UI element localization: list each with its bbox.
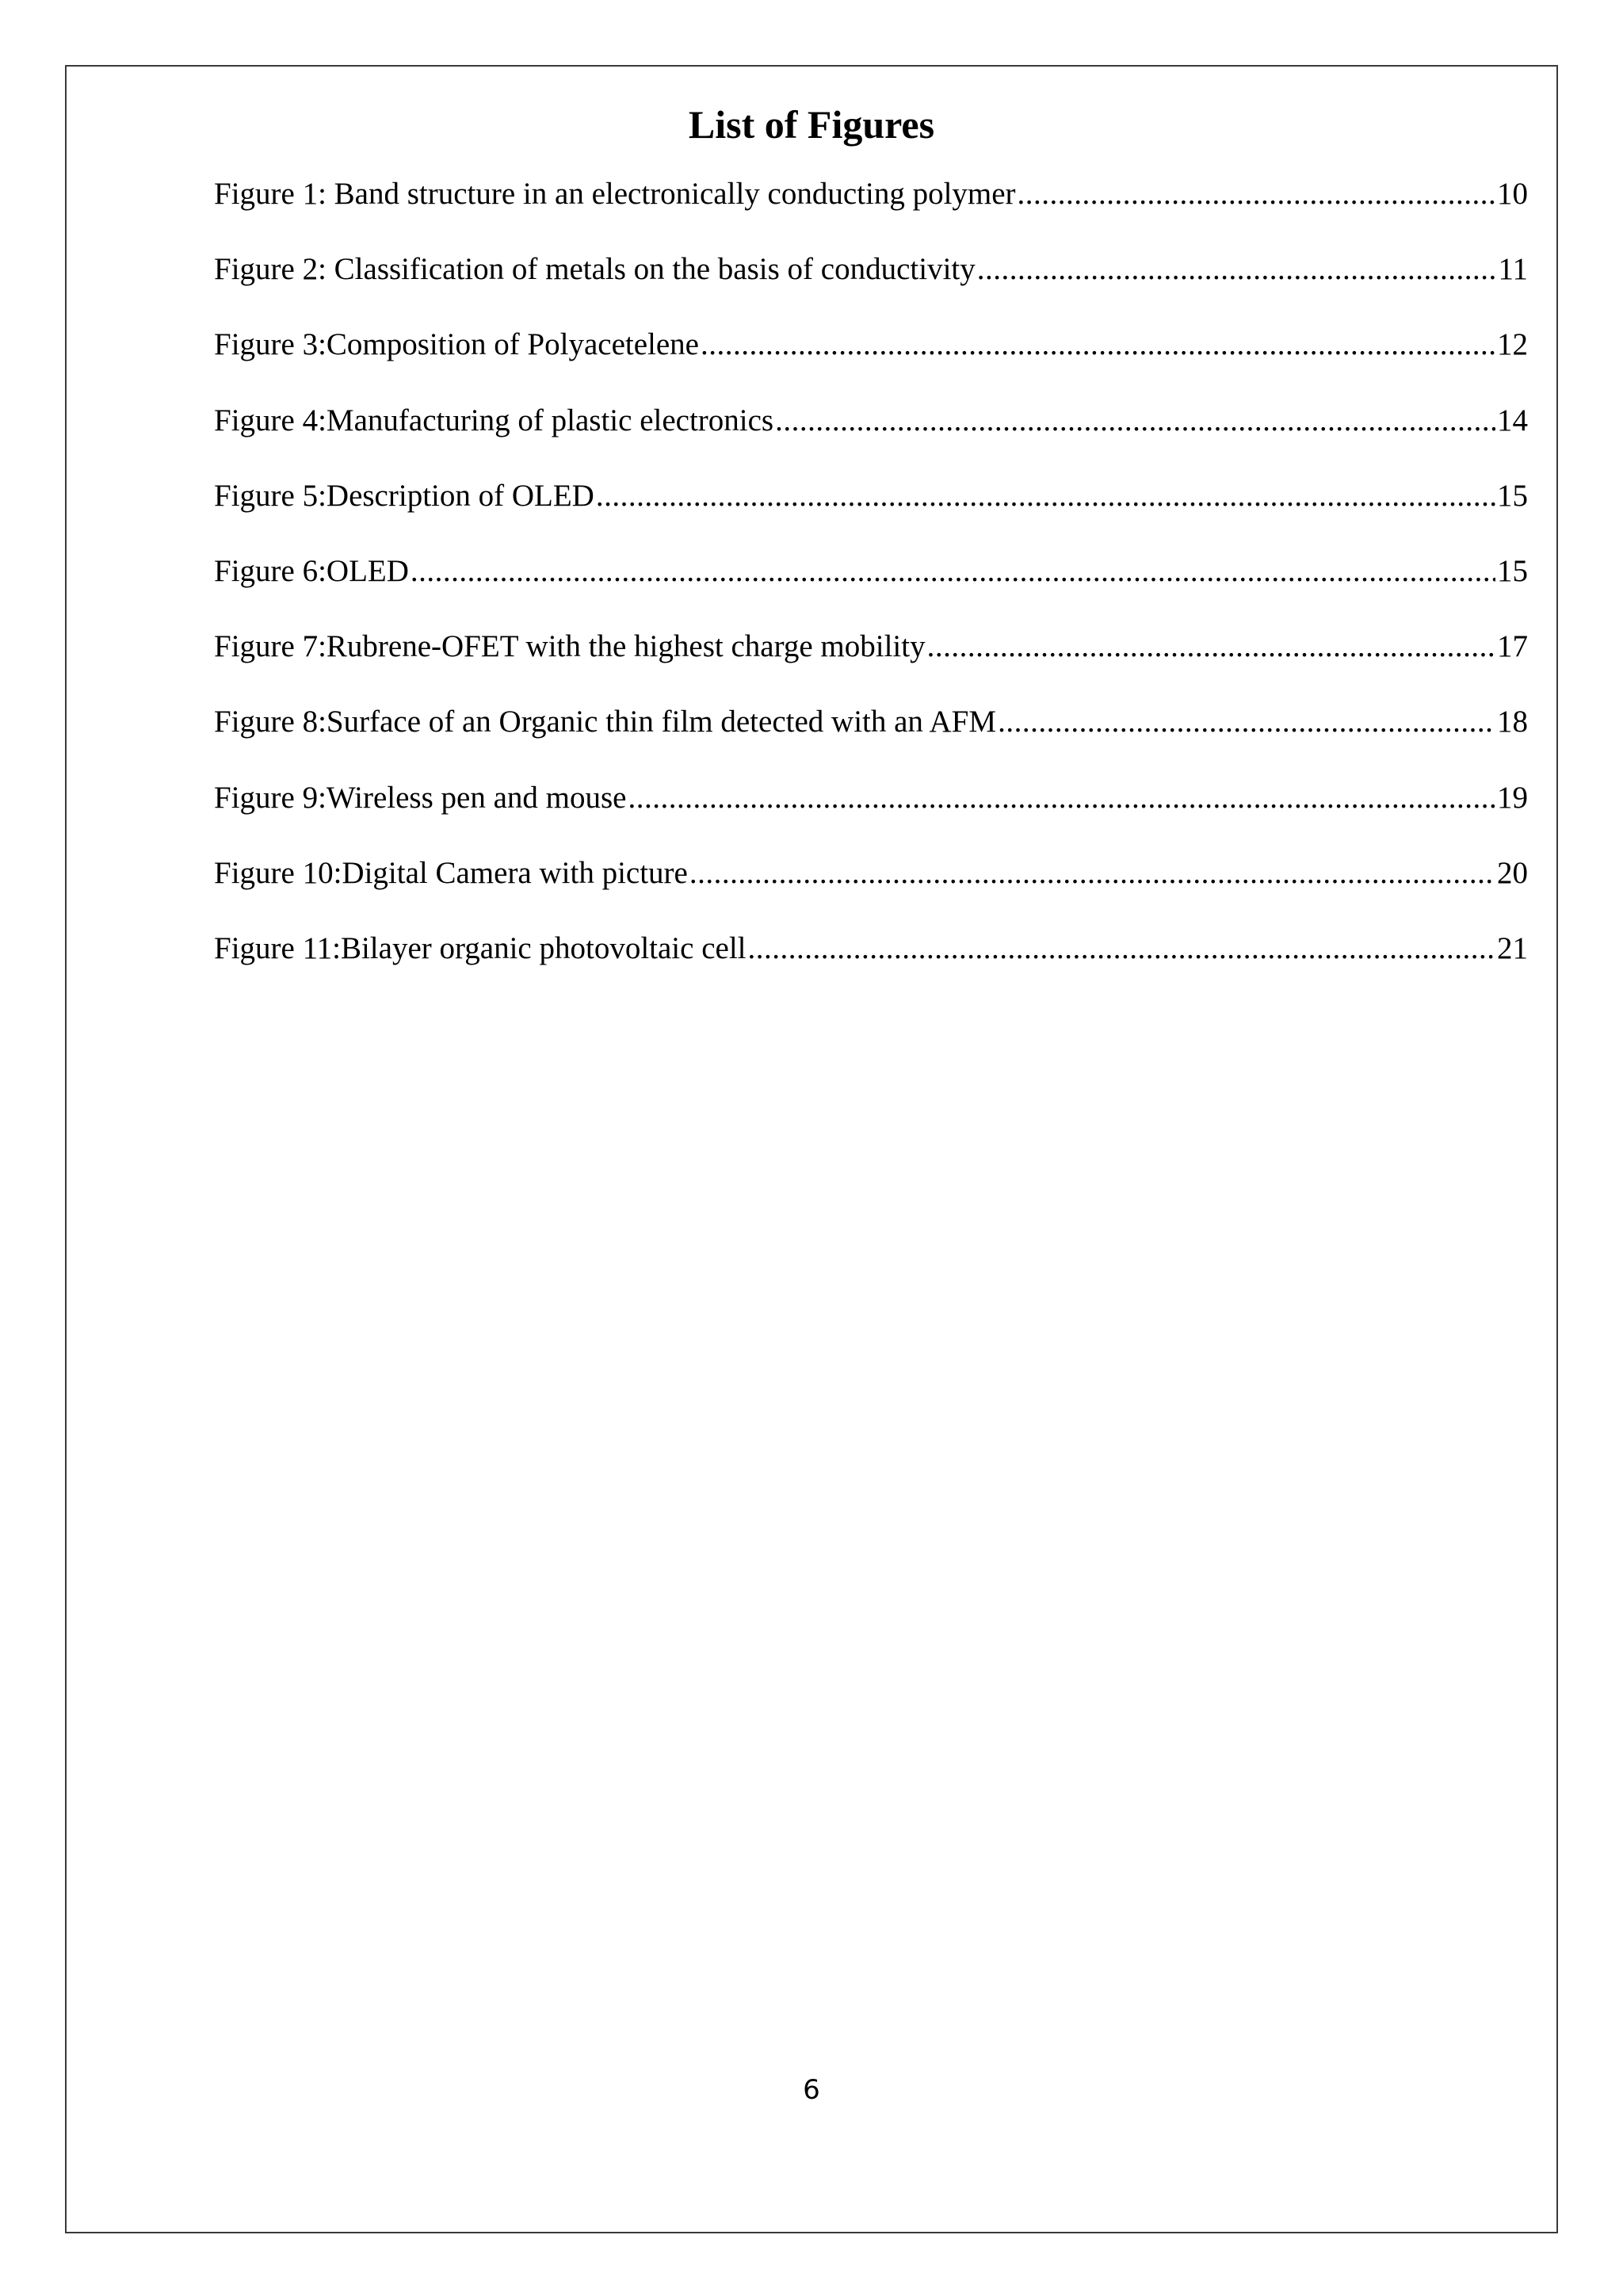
figure-entry[interactable] <box>214 773 1528 848</box>
figure-entry-title: Figure 6:OLED <box>214 553 409 588</box>
figure-entry-title: Figure 11:Bilayer organic photovoltaic cell <box>214 930 747 965</box>
dot-leader <box>689 848 1495 899</box>
figure-entry[interactable] <box>214 697 1528 772</box>
dot-leader <box>775 395 1495 446</box>
figure-entry-page: 15 <box>1497 553 1528 588</box>
figure-entry-page: 14 <box>1497 403 1528 437</box>
figure-entry-page: 11 <box>1498 252 1528 287</box>
figure-entry-page: 15 <box>1497 478 1528 513</box>
figure-entry-title: Figure 3:Composition of Polyacetelene <box>214 327 699 362</box>
figure-entry-page: 20 <box>1497 855 1528 890</box>
figure-entry[interactable] <box>214 244 1528 319</box>
dot-leader <box>1018 169 1495 220</box>
figure-entry-title: Figure 2: Classification of metals on the basis of conductivity <box>214 252 976 287</box>
figure-entry-title: Figure 9:Wireless pen and mouse <box>214 780 627 815</box>
dot-leader <box>748 923 1496 974</box>
figure-entry-title: Figure 1: Band structure in an electronically conducting polymer <box>214 177 1016 211</box>
figure-entry-page: 12 <box>1497 327 1528 362</box>
figure-entry[interactable] <box>214 169 1528 244</box>
figure-entry-title: Figure 10:Digital Camera with picture <box>214 855 688 890</box>
dot-leader <box>628 773 1495 823</box>
figure-entry-title: Figure 5:Description of OLED <box>214 478 594 513</box>
page-number: 6 <box>803 2074 820 2106</box>
dot-leader <box>596 471 1495 521</box>
figure-entry[interactable] <box>214 471 1528 546</box>
dot-leader <box>998 697 1495 747</box>
figure-entry-page: 10 <box>1497 177 1528 211</box>
figure-entry-page: 21 <box>1497 930 1528 965</box>
figure-entry-page: 18 <box>1497 705 1528 739</box>
dot-leader <box>977 244 1497 295</box>
dot-leader <box>927 621 1495 672</box>
figure-entry[interactable] <box>214 546 1528 621</box>
dot-leader <box>701 319 1495 370</box>
figure-entry-title: Figure 8:Surface of an Organic thin film detected with an AFM <box>214 705 997 739</box>
figure-entry[interactable] <box>214 621 1528 697</box>
figure-entry[interactable] <box>214 319 1528 395</box>
dot-leader <box>411 546 1495 597</box>
page-title: List of Figures <box>688 102 935 147</box>
figure-entry[interactable] <box>214 848 1528 923</box>
figure-entry[interactable] <box>214 395 1528 471</box>
figure-list <box>214 169 1528 999</box>
figure-entry-page: 17 <box>1497 629 1528 664</box>
figure-entry-title: Figure 4:Manufacturing of plastic electronics <box>214 403 774 437</box>
figure-entry[interactable] <box>214 923 1528 999</box>
figure-entry-page: 19 <box>1497 780 1528 815</box>
figure-entry-title: Figure 7:Rubrene-OFET with the highest charge mobility <box>214 629 926 664</box>
